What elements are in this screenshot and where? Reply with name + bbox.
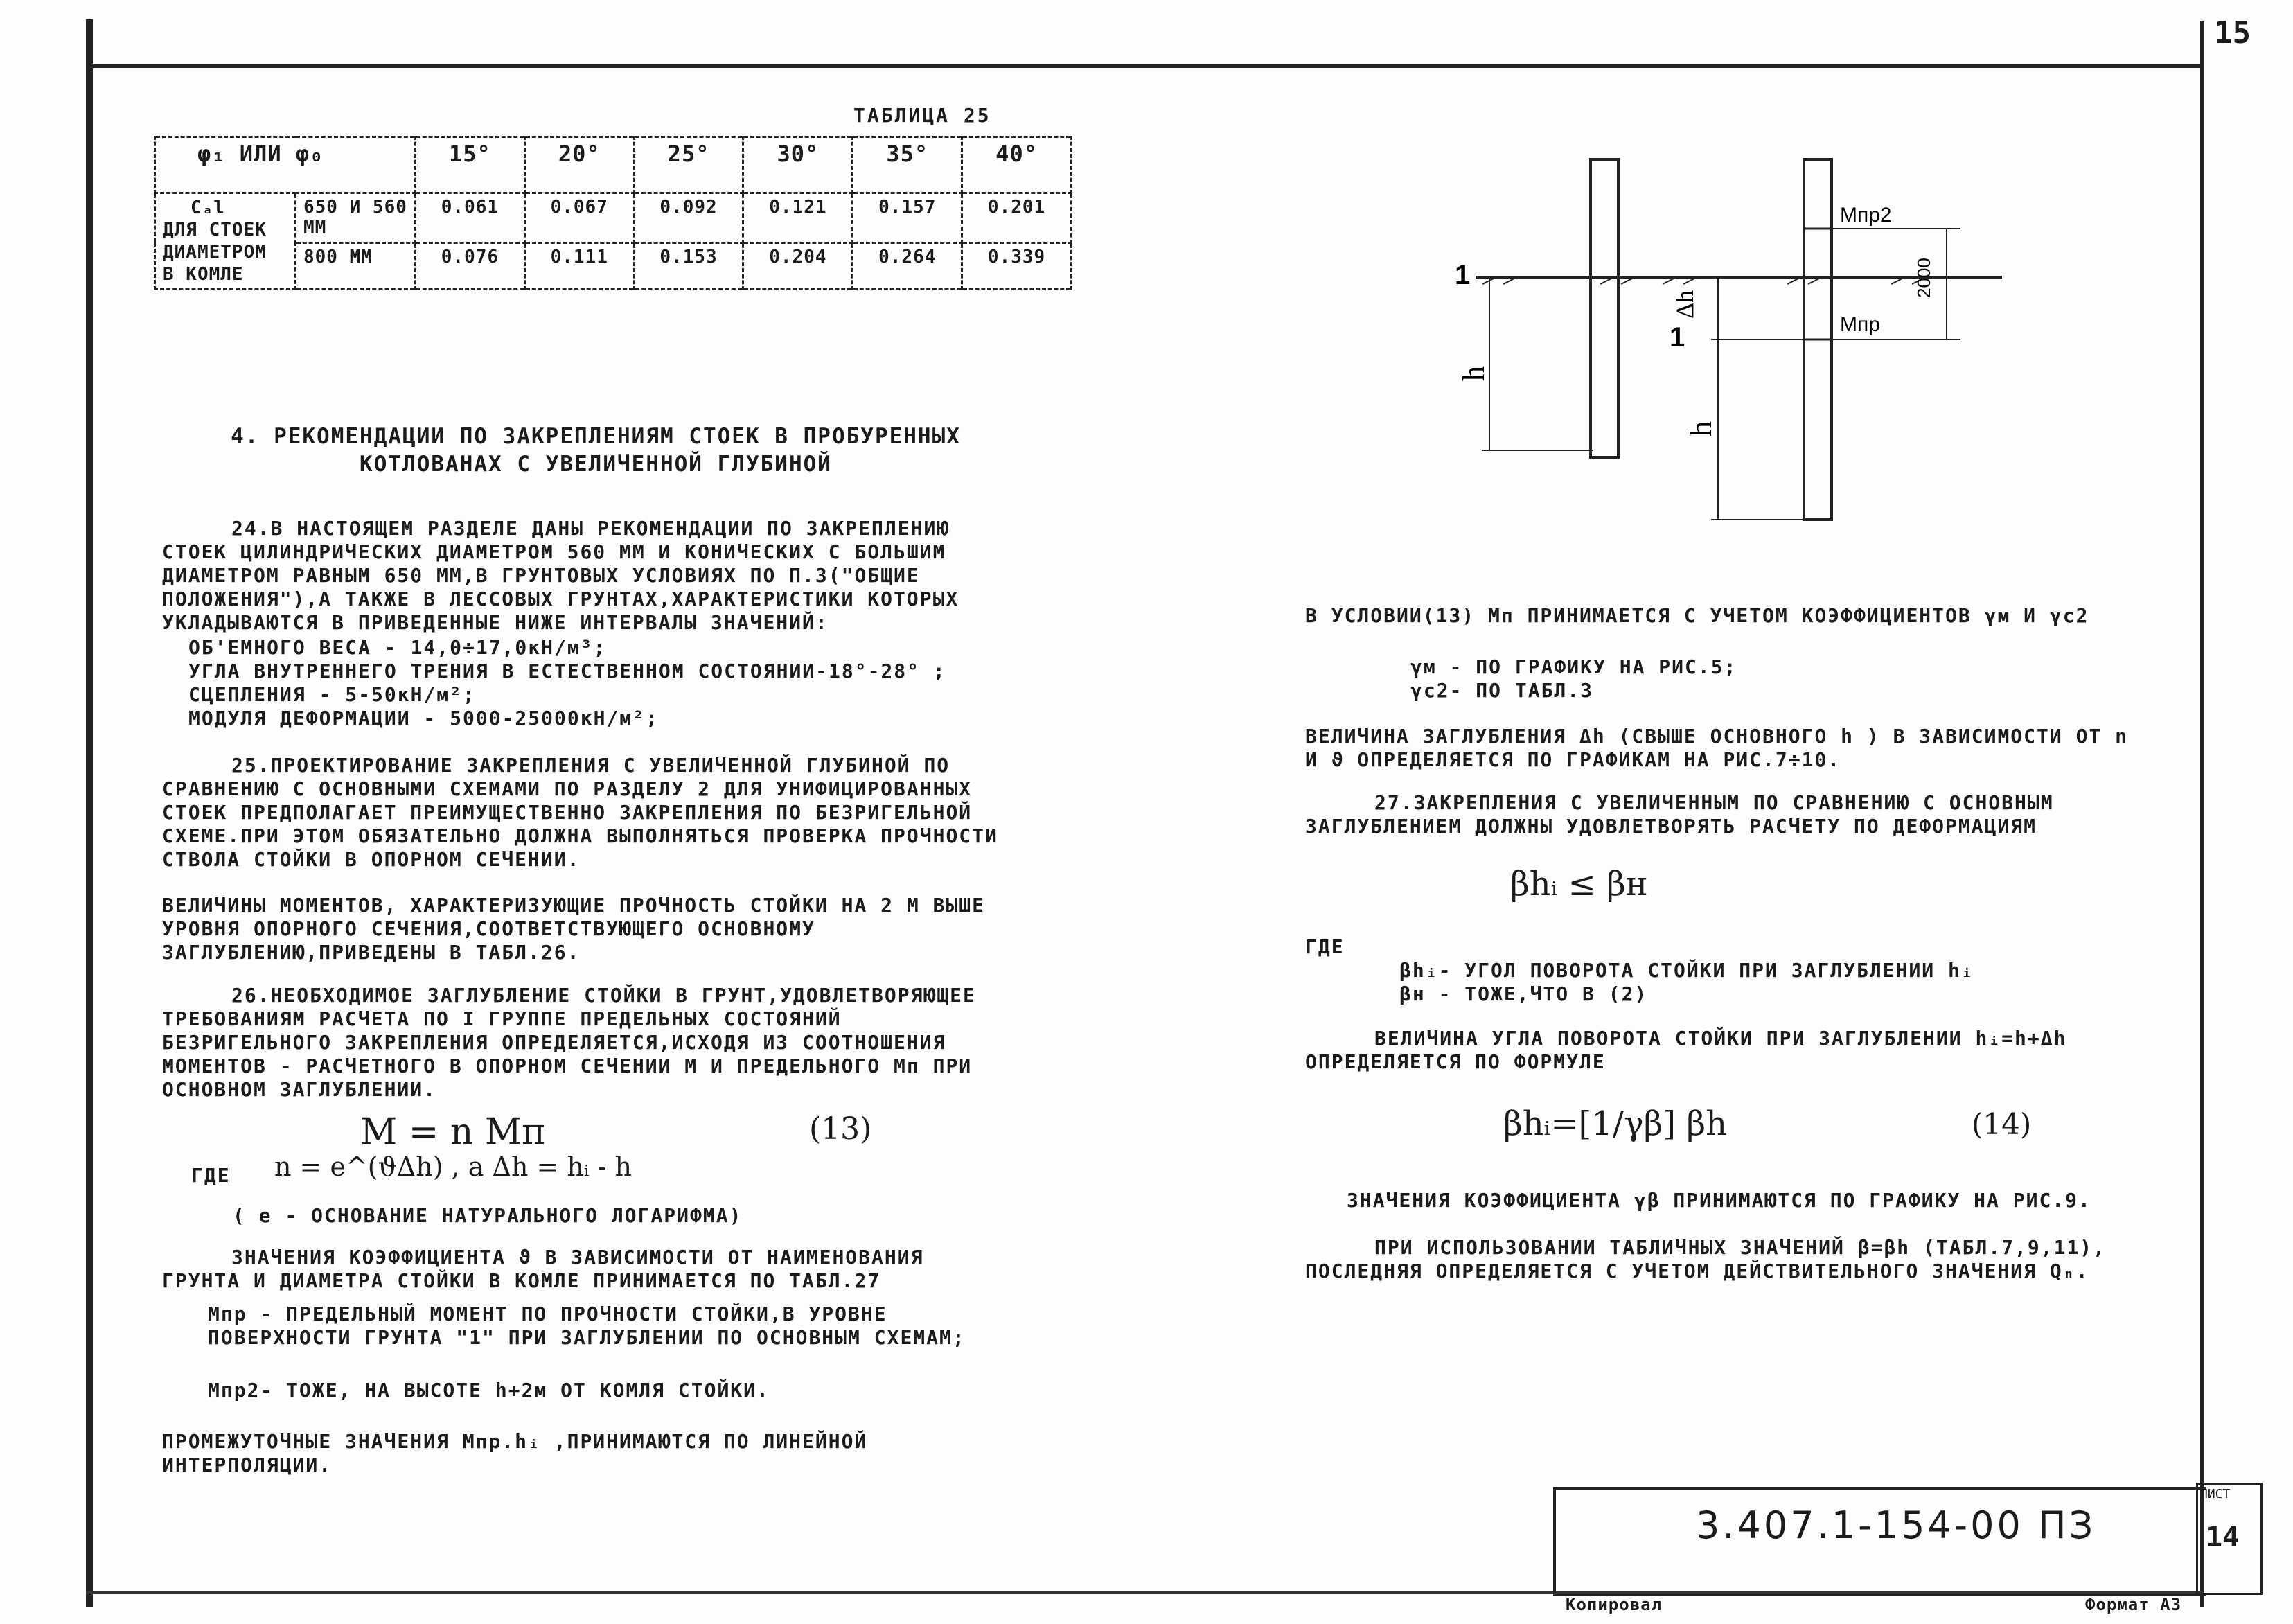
header-15: 15°	[416, 137, 525, 193]
table-caption: ТАБЛИЦА 25	[853, 104, 991, 127]
value-cell: 0.092	[634, 193, 743, 243]
label-1-left: 1	[1455, 260, 1471, 290]
definition-beta-n: βн - ТОЖЕ,ЧТО В (2)	[1399, 982, 1648, 1005]
value-cell: 0.201	[962, 193, 1072, 243]
formula-14-number: (14)	[1972, 1107, 2032, 1141]
header-40: 40°	[962, 137, 1072, 193]
paragraph-25b: ВЕЛИЧИНЫ МОМЕНТОВ, ХАРАКТЕРИЗУЮЩИЕ ПРОЧНОСТЬ СТОЙКИ НА 2 М ВЫШЕ УРОВНЯ ОПОРНОГО СЕЧЕНИЯ,СООТВЕТСТВУЮЩЕГО ОСНОВНОМУ ЗАГЛУБЛЕНИЮ,ПРИВЕДЕНЫ В ТАБЛ.26.	[162, 894, 986, 964]
definition-mpr2: Mпр2- ТОЖЕ, НА ВЫСОТЕ h+2м ОТ КОМЛЯ СТОЙКИ.	[208, 1379, 770, 1402]
row-label-line: В КОМЛЕ	[163, 264, 244, 285]
definition-gamma-m: γм - ПО ГРАФИКУ НА РИС.5;	[1410, 655, 1737, 678]
frame-right-border	[2200, 21, 2204, 1607]
paragraph-theta: ЗНАЧЕНИЯ КОЭФФИЦИЕНТА ϑ В ЗАВИСИМОСТИ ОТ НАИМЕНОВАНИЯ ГРУНТА И ДИАМЕТРА СТОЙКИ В КОМЛЕ ПРИНИМАЕТСЯ ПО ТАБЛ.27	[162, 1246, 924, 1292]
sheet-corner-number: 15	[2214, 15, 2251, 51]
formula-14: βhᵢ=[1/γβ] βh	[1503, 1104, 1728, 1143]
value-cell: 0.111	[524, 242, 634, 290]
label-h1: h	[1457, 366, 1491, 381]
header-25: 25°	[634, 137, 743, 193]
formula-13-number: (13)	[809, 1111, 872, 1147]
sheet-label: ЛИСТ	[2200, 1487, 2231, 1501]
list-item: МОДУЛЯ ДЕФОРМАЦИИ - 5000-25000кН/м²;	[188, 707, 659, 730]
value-cell: 0.339	[962, 242, 1072, 290]
label-2000: 2000	[1913, 258, 1934, 298]
value-cell: 0.067	[524, 193, 634, 243]
document-code: 3.407.1-154-00 ПЗ	[1696, 1503, 2096, 1547]
paragraph-24-list	[188, 636, 1020, 730]
row-label-cell	[155, 193, 296, 290]
sheet-number: 14	[2206, 1521, 2240, 1553]
definition-beta-hi: βhᵢ- УГОЛ ПОВОРОТА СТОЙКИ ПРИ ЗАГЛУБЛЕНИИ hᵢ	[1399, 959, 1974, 982]
value-cell: 0.076	[416, 242, 525, 290]
value-cell: 0.061	[416, 193, 525, 243]
paragraph-interpolation: ПРОМЕЖУТОЧНЫЕ ЗНАЧЕНИЯ Mпр.hᵢ ,ПРИНИМАЮТСЯ ПО ЛИНЕЙНОЙ ИНТЕРПОЛЯЦИИ.	[162, 1430, 868, 1476]
label-dh: Δh	[1671, 290, 1699, 319]
pile-1	[1591, 159, 1618, 457]
footer-copied: Копировал	[1566, 1595, 1663, 1614]
frame-left-border	[86, 19, 93, 1607]
section-title: 4. РЕКОМЕНДАЦИИ ПО ЗАКРЕПЛЕНИЯМ СТОЕК В ПРОБУРЕННЫХ КОТЛОВАНАХ С УВЕЛИЧЕННОЙ ГЛУБИНОЙ	[231, 424, 961, 477]
header-30: 30°	[743, 137, 853, 193]
pile-diagram	[1420, 145, 2009, 533]
value-cell: 0.204	[743, 242, 853, 290]
header-20: 20°	[524, 137, 634, 193]
paragraph-r3: ВЕЛИЧИНА УГЛА ПОВОРОТА СТОЙКИ ПРИ ЗАГЛУБЛЕНИИ hᵢ=h+Δh ОПРЕДЕЛЯЕТСЯ ПО ФОРМУЛЕ	[1305, 1027, 2067, 1073]
formula-13-definition: n = e^(ϑΔh) , a Δh = hᵢ - h	[274, 1151, 632, 1182]
row-label-line: ДЛЯ СТОЕК	[163, 220, 267, 240]
value-cell: 0.153	[634, 242, 743, 290]
header-phi: φ₁ ИЛИ φ₀	[155, 137, 416, 193]
gde-label: ГДЕ	[1305, 935, 1345, 958]
row-label-line: ДИАМЕТРОМ	[163, 242, 267, 263]
paragraph-r2: ВЕЛИЧИНА ЗАГЛУБЛЕНИЯ Δh (СВЫШЕ ОСНОВНОГО h ) В ЗАВИСИМОСТИ ОТ n И ϑ ОПРЕДЕЛЯЕТСЯ ПО ГРАФИКАМ НА РИС.7÷10.	[1305, 725, 2129, 771]
label-mpr2: Mпр2	[1840, 204, 1892, 227]
table-25	[154, 136, 1072, 290]
paragraph-25: 25.ПРОЕКТИРОВАНИЕ ЗАКРЕПЛЕНИЯ С УВЕЛИЧЕННОЙ ГЛУБИНОЙ ПО СРАВНЕНИЮ С ОСНОВНЫМИ СХЕМАМИ ПО РАЗДЕЛУ 2 ДЛЯ УНИФИЦИРОВАННЫХ СТОЕК ПРЕДПОЛАГАЕТ ПРЕИМУЩЕСТВЕННО ЗАКРЕПЛЕНИЯ ПО БЕЗРИГЕЛЬНОЙ СХЕМЕ.ПРИ ЭТОМ ОБЯЗАТЕЛЬНО ДОЛЖНА ВЫПОЛНЯТЬСЯ ПРОВЕРКА ПРОЧНОСТИ СТВОЛА СТОЙКИ В ОПОРНОМ СЕЧЕНИИ.	[162, 754, 998, 871]
label-h2: h	[1684, 421, 1718, 436]
diameter-cell: 650 И 560 ММ	[296, 193, 416, 243]
list-item: ОБ'ЕМНОГО ВЕСА - 14,0÷17,0кН/м³;	[188, 636, 607, 659]
paragraph-r5: ПРИ ИСПОЛЬЗОВАНИИ ТАБЛИЧНЫХ ЗНАЧЕНИЙ β=βh (ТАБЛ.7,9,11), ПОСЛЕДНЯЯ ОПРЕДЕЛЯЕТСЯ С УЧЕТОМ ДЕЙСТВИТЕЛЬНОГО ЗНАЧЕНИЯ Qₙ.	[1305, 1236, 2107, 1282]
value-cell: 0.121	[743, 193, 853, 243]
value-cell: 0.264	[853, 242, 962, 290]
paragraph-27: 27.ЗАКРЕПЛЕНИЯ С УВЕЛИЧЕННЫМ ПО СРАВНЕНИЮ С ОСНОВНЫМ ЗАГЛУБЛЕНИЕМ ДОЛЖНЫ УДОВЛЕТВОРЯТЬ РАСЧЕТУ ПО ДЕФОРМАЦИЯМ	[1305, 791, 2054, 838]
footer-format: Формат А3	[2085, 1595, 2182, 1614]
paragraph-r4: ЗНАЧЕНИЯ КОЭФФИЦИЕНТА γβ ПРИНИМАЮТСЯ ПО ГРАФИКУ НА РИС.9.	[1347, 1189, 2091, 1212]
table-header-row	[155, 137, 1072, 193]
diameter-cell: 800 ММ	[296, 242, 416, 290]
list-item: УГЛА ВНУТРЕННЕГО ТРЕНИЯ В ЕСТЕСТВЕННОМ СОСТОЯНИИ-18°-28° ;	[188, 660, 946, 682]
row-label-line: Cₐl	[191, 197, 225, 218]
paragraph-24: 24.В НАСТОЯЩЕМ РАЗДЕЛЕ ДАНЫ РЕКОМЕНДАЦИИ ПО ЗАКРЕПЛЕНИЮ СТОЕК ЦИЛИНДРИЧЕСКИХ ДИАМЕТРОМ 560 ММ И КОНИЧЕСКИХ С БОЛЬШИМ ДИАМЕТРОМ РАВНЫМ 650 ММ,В ГРУНТОВЫХ УСЛОВИЯХ ПО П.3("ОБЩИЕ ПОЛОЖЕНИЯ"),А ТАКЖЕ В ЛЕССОВЫХ ГРУНТАХ,ХАРАКТЕРИСТИКИ КОТОРЫХ УКЛАДЫВАЮТСЯ В ПРИВЕДЕННЫЕ НИЖЕ ИНТЕРВАЛЫ ЗНАЧЕНИЙ:	[162, 517, 959, 634]
definition-mpr: Mпр - ПРЕДЕЛЬНЫЙ МОМЕНТ ПО ПРОЧНОСТИ СТОЙКИ,В УРОВНЕ ПОВЕРХНОСТИ ГРУНТА "1" ПРИ ЗАГЛУБЛЕНИИ ПО ОСНОВНЫМ СХЕМАМ;	[208, 1303, 966, 1349]
value-cell: 0.157	[853, 193, 962, 243]
formula-beta: βhᵢ ≤ βн	[1510, 865, 1648, 903]
gde-label: ГДЕ	[191, 1164, 231, 1187]
frame-top-border	[90, 64, 2203, 68]
paragraph-r1: В УСЛОВИИ(13) Mп ПРИНИМАЕТСЯ С УЧЕТОМ КОЭФФИЦИЕНТОВ γм И γc2	[1305, 604, 2089, 627]
e-note: ( e - ОСНОВАНИЕ НАТУРАЛЬНОГО ЛОГАРИФМА)	[233, 1204, 743, 1227]
list-item: СЦЕПЛЕНИЯ - 5-50кН/м²;	[188, 683, 476, 706]
definition-gamma-c2: γc2- ПО ТАБЛ.3	[1410, 679, 1594, 702]
formula-13: M = n Mп	[360, 1111, 546, 1153]
table-row	[155, 193, 1072, 243]
label-1-right: 1	[1670, 322, 1685, 353]
label-mpr: Mпр	[1840, 313, 1880, 336]
paragraph-26: 26.НЕОБХОДИМОЕ ЗАГЛУБЛЕНИЕ СТОЙКИ В ГРУНТ,УДОВЛЕТВОРЯЮЩЕЕ ТРЕБОВАНИЯМ РАСЧЕТА ПО I ГРУППЕ ПРЕДЕЛЬНЫХ СОСТОЯНИЙ БЕЗРИГЕЛЬНОГО ЗАКРЕПЛЕНИЯ ОПРЕДЕЛЯЕТСЯ,ИСХОДЯ ИЗ СООТНОШЕНИЯ МОМЕНТОВ - РАСЧЕТНОГО В ОПОРНОМ СЕЧЕНИИ M И ПРЕДЕЛЬНОГО Mп ПРИ ОСНОВНОМ ЗАГЛУБЛЕНИИ.	[162, 984, 976, 1101]
header-35: 35°	[853, 137, 962, 193]
